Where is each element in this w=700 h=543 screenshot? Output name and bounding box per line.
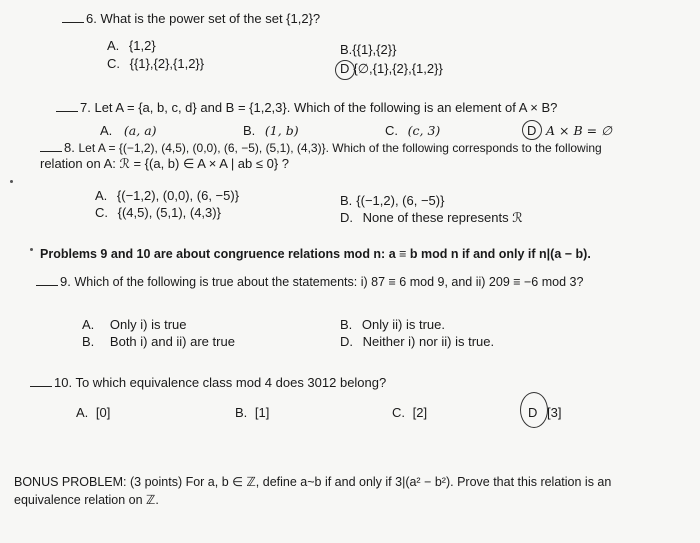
q8-option-b-text: {(−1,2), (6, −5)}	[356, 193, 445, 208]
q6-option-c	[107, 56, 204, 72]
q6-text: What is the power set of the set {1,2}?	[100, 11, 321, 26]
q9-option-a	[82, 317, 187, 333]
q10-option-b-letter: B.	[235, 405, 248, 420]
q9-option-d-letter: D.	[340, 334, 353, 349]
q9-option-d-text: Neither i) nor ii) is true.	[362, 334, 495, 349]
q8-option-d-letter: D.	[340, 210, 353, 225]
q7-option-b-letter: B.	[243, 123, 256, 138]
answer-blank	[62, 22, 84, 23]
q8-option-d-text: None of these represents ℛ	[362, 210, 523, 225]
q6-option-c-letter: C.	[107, 56, 120, 71]
q10-option-a-letter: A.	[76, 405, 89, 420]
q9-option-b-text: Both i) and ii) are true	[109, 334, 235, 349]
q10-option-b	[235, 405, 269, 421]
q6-option-d-letter: D	[340, 61, 350, 76]
q9-number: 9.	[60, 274, 71, 289]
q9-prompt	[36, 274, 583, 290]
q10-text: To which equivalence class mod 4 does 3012 belong?	[75, 375, 387, 390]
q10-option-c-letter: C.	[392, 405, 405, 420]
q10-option-d-text: [3]	[547, 405, 562, 420]
q8-option-c-letter: C.	[95, 205, 108, 220]
q9-option-b-letter: B.	[82, 334, 95, 349]
q9-text: Which of the following is true about the statements: i) 87 ≡ 6 mod 9, and ii) 209 ≡ −6 mod 3?	[74, 275, 584, 289]
q8-option-d	[340, 210, 523, 226]
q7-option-b-text: (1, b)	[264, 123, 299, 138]
answer-blank	[30, 386, 52, 387]
answer-blank	[56, 111, 78, 112]
q10-option-c	[392, 405, 427, 421]
q8-option-c-text: {(4,5), (5,1), (4,3)}	[117, 205, 221, 220]
q6-option-d-text: {∅,{1},{2},{1,2}}	[353, 61, 443, 76]
q7-option-d-letter: D	[527, 123, 537, 138]
answer-blank	[40, 151, 62, 152]
q6-option-b-letter: B.	[340, 42, 353, 57]
q7-prompt	[56, 100, 557, 116]
q9-option-c-letter: B.	[340, 317, 353, 332]
q8-option-c	[95, 205, 221, 221]
q10-option-a-text: [0]	[95, 405, 111, 420]
q6-prompt	[62, 11, 320, 27]
q8-option-a	[95, 188, 239, 204]
margin-dot	[10, 180, 13, 183]
q8-option-b	[340, 193, 444, 209]
q7-option-a	[100, 123, 157, 139]
q10-option-a	[76, 405, 110, 421]
q10-option-d	[528, 405, 561, 421]
q10-option-d-letter: D	[528, 405, 538, 420]
q8-option-b-letter: B.	[340, 193, 353, 208]
q7-number: 7.	[80, 100, 91, 115]
q7-option-c-letter: C.	[385, 123, 398, 138]
q7-option-d	[527, 123, 612, 139]
q8-option-a-letter: A.	[95, 188, 108, 203]
q7-text: Let A = {a, b, c, d} and B = {1,2,3}. Which of the following is an element of A × B?	[94, 100, 558, 115]
q6-option-b-text: {{1},{2}}	[352, 42, 397, 57]
section-heading: Problems 9 and 10 are about congruence relations mod n: a ≡ b mod n if and only if n|(a − b).	[40, 247, 591, 261]
q7-option-a-letter: A.	[100, 123, 113, 138]
q7-option-a-text: (a, a)	[123, 123, 157, 138]
q8-prompt	[40, 140, 602, 156]
answer-blank	[36, 285, 58, 286]
margin-dot	[30, 248, 33, 251]
q7-option-d-text: A × B = ∅	[546, 123, 612, 138]
q6-option-a	[107, 38, 156, 54]
q7-option-c	[385, 123, 440, 139]
q10-number: 10.	[54, 375, 73, 390]
q9-option-d	[340, 334, 494, 350]
q6-option-d	[340, 61, 443, 77]
q8-text: Let A = {(−1,2), (4,5), (0,0), (6, −5), (5,1), (4,3)}. Which of the following corresponds to the following	[78, 141, 602, 155]
q6-option-a-text: {1,2}	[128, 38, 156, 53]
q10-option-c-text: [2]	[412, 405, 428, 420]
q6-option-b	[340, 42, 396, 58]
q9-option-b	[82, 334, 235, 350]
q6-number: 6.	[86, 11, 97, 26]
q9-option-c-text: Only ii) is true.	[361, 317, 445, 332]
bonus-line-1: BONUS PROBLEM: (3 points) For a, b ∈ ℤ, define a~b if and only if 3|(a² − b²). Prove that this relation is an	[14, 475, 612, 489]
q6-option-c-text: {{1},{2},{1,2}}	[129, 56, 205, 71]
q9-option-c	[340, 317, 445, 333]
q9-option-a-text: Only i) is true	[109, 317, 187, 332]
q7-option-c-text: (c, 3)	[407, 123, 441, 138]
q10-option-b-text: [1]	[254, 405, 270, 420]
q10-prompt	[30, 375, 386, 391]
q7-option-b	[243, 123, 299, 139]
q8-option-a-text: {(−1,2), (0,0), (6, −5)}	[116, 188, 240, 203]
q8-number: 8.	[64, 140, 75, 155]
q6-option-a-letter: A.	[107, 38, 120, 53]
q8-prompt-line2: relation on A: ℛ = {(a, b) ∈ A × A | ab ≤ 0} ?	[40, 156, 290, 171]
q9-option-a-letter: A.	[82, 317, 95, 332]
bonus-line-2: equivalence relation on ℤ.	[14, 493, 159, 507]
